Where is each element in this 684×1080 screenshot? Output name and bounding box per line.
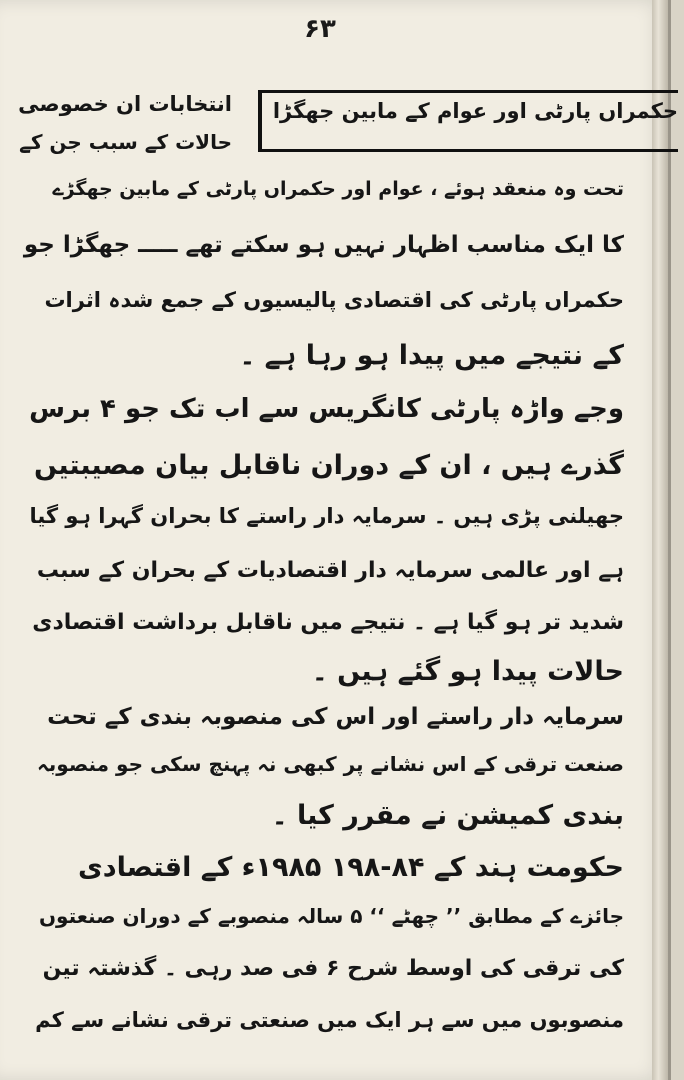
text-line: کی ترقی کی اوسط شرح ۶ فی صد رہی ۔ گذشتہ تین — [42, 956, 624, 981]
text-line: صنعت ترقی کے اس نشانے پر کبھی نہ پہنچ سکی جو منصوبہ — [37, 752, 624, 776]
text-line: حکومت ہند کے ۸۴-۱۹۸ ۱۹۸۵ء کے اقتصادی — [78, 852, 624, 883]
text-line: ہے اور عالمی سرمایہ دار اقتصادیات کے بحران کے سبب — [36, 558, 624, 583]
text-line: کے نتیجے میں پیدا ہو رہا ہے ۔ — [239, 340, 624, 371]
text-line: جائزے کے مطابق ’’ چھٹے ‘‘ ۵ سالہ منصوبے کے دوران صنعتوں — [38, 904, 624, 928]
side-line-2: حالات کے سبب جن کے — [19, 130, 232, 154]
text-line: تحت وہ منعقد ہوئے ، عوام اور حکمراں پارٹی کے مابین جھگڑے — [52, 178, 624, 200]
page-edge — [652, 0, 668, 1080]
text-line: حکمراں پارٹی کی اقتصادی پالیسیوں کے جمع شدہ اثرات — [44, 288, 624, 312]
section-heading-box — [258, 90, 678, 152]
page-number: ۶۳ — [304, 14, 336, 44]
text-line: بندی کمیشن نے مقرر کیا ۔ — [271, 800, 624, 831]
section-heading: حکمراں پارٹی اور عوام کے مابین جھگڑا — [272, 99, 678, 123]
text-line: جھیلنی پڑی ہیں ۔ سرمایہ دار راستے کا بحران گہرا ہو گیا — [29, 504, 624, 528]
text-line: حالات پیدا ہو گئے ہیں ۔ — [311, 656, 624, 687]
text-line: منصوبوں میں سے ہر ایک میں صنعتی ترقی نشانے سے کم — [35, 1008, 624, 1032]
text-line: وجے واڑہ پارٹی کانگریس سے اب تک جو ۴ برس — [29, 394, 624, 424]
text-line: شدید تر ہو گیا ہے ۔ نتیجے میں ناقابل برداشت اقتصادی — [32, 610, 624, 635]
text-line: کا ایک مناسب اظہار نہیں ہو سکتے تھے ـــــ جھگڑا جو — [23, 232, 624, 258]
text-line: سرمایہ دار راستے اور اس کی منصوبہ بندی کے تحت — [47, 704, 624, 730]
side-line-1: انتخابات ان خصوصی — [18, 92, 232, 116]
text-line: گذرے ہیں ، ان کے دوران ناقابل بیان مصیبتیں — [34, 450, 624, 481]
